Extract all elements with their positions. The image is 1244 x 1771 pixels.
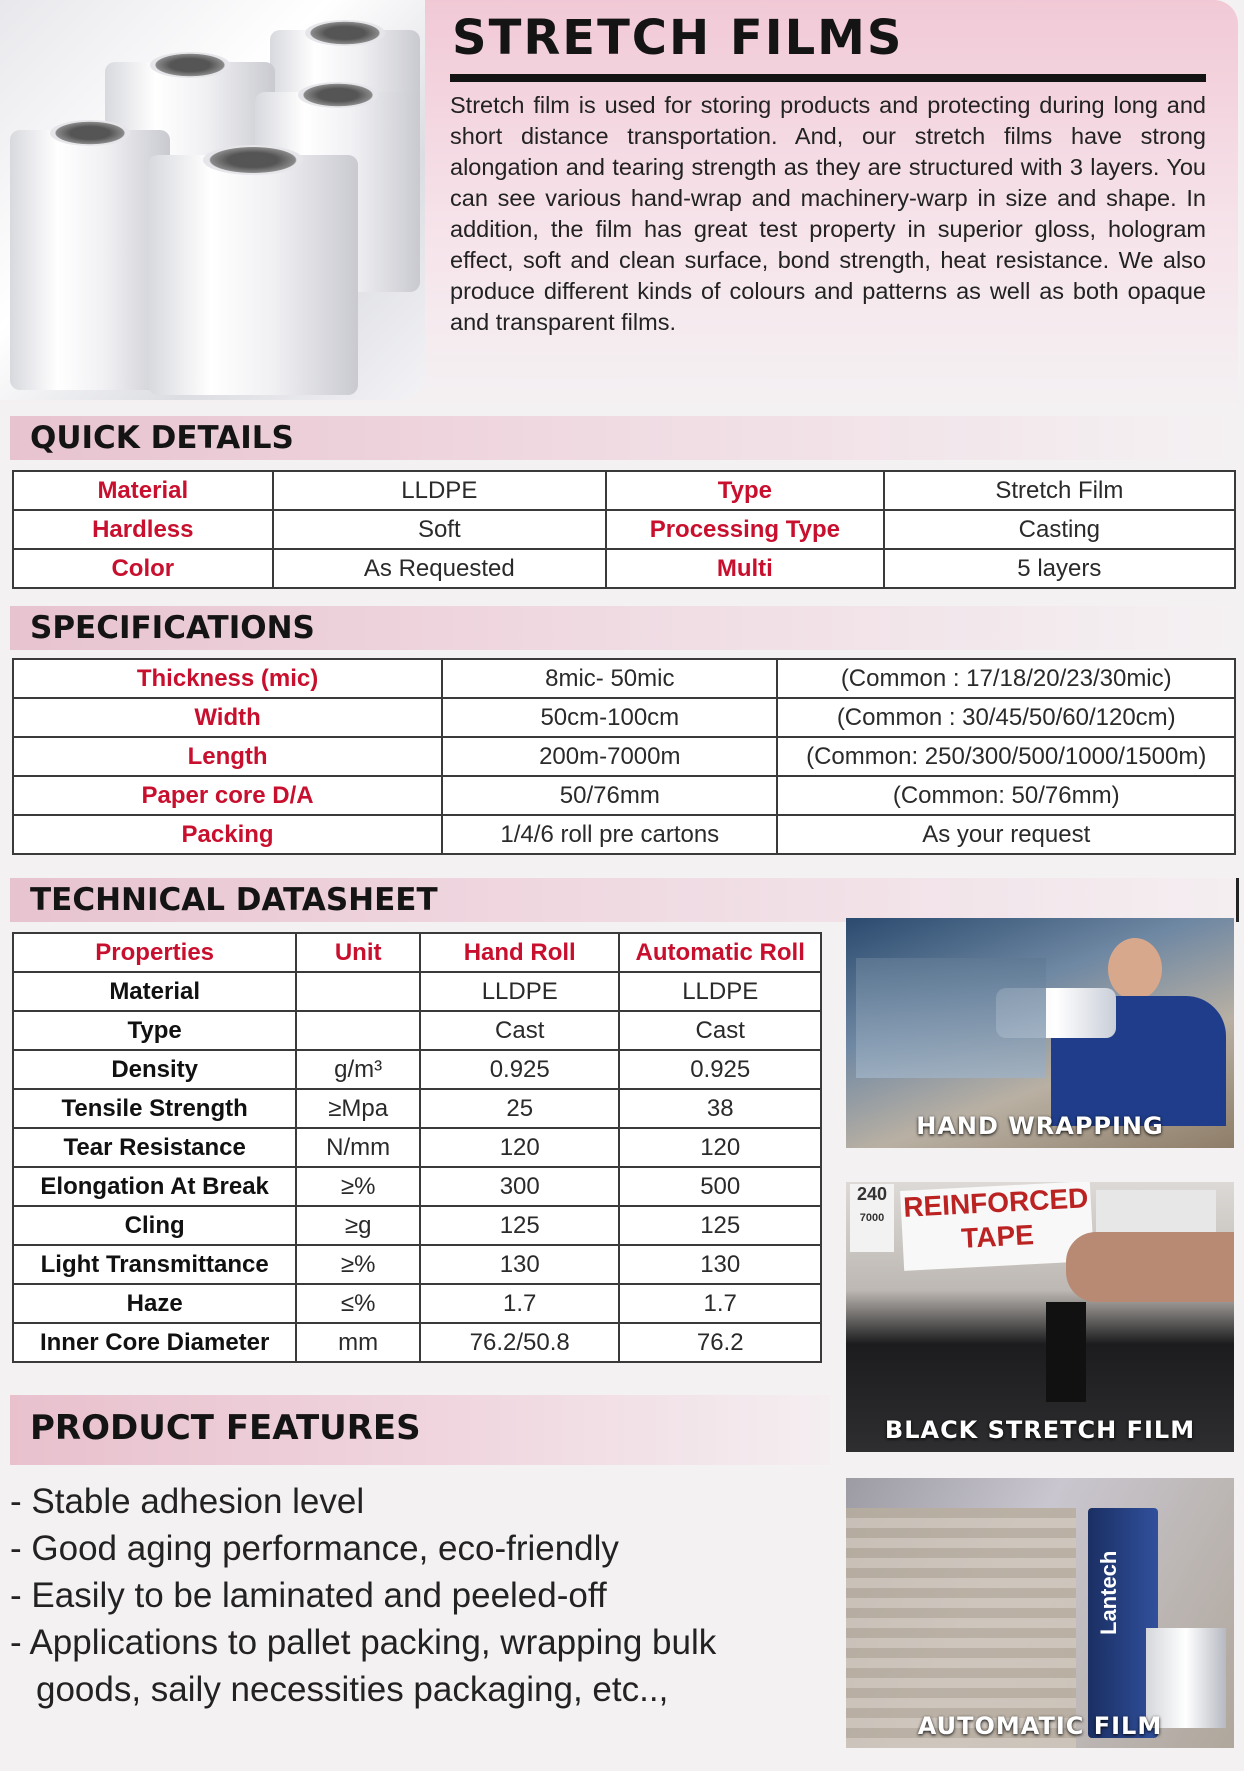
list-item: - Good aging performance, eco-friendly [10,1529,619,1568]
property-unit: ≥g [296,1206,420,1245]
property-name: Tear Resistance [13,1128,296,1167]
qd-label: Hardless [13,510,273,549]
automatic-roll-value: Cast [619,1011,821,1050]
hand-roll-value: 1.7 [420,1284,619,1323]
property-unit: ≤% [296,1284,420,1323]
col-header-automatic-roll: Automatic Roll [619,933,821,972]
spec-range: 1/4/6 roll pre cartons [442,815,777,854]
property-unit: ≥% [296,1245,420,1284]
hand-roll-value: 0.925 [420,1050,619,1089]
automatic-roll-value: 120 [619,1128,821,1167]
col-header-unit: Unit [296,933,420,972]
automatic-roll-value: 76.2 [619,1323,821,1362]
property-unit [296,972,420,1011]
table-row [13,659,1235,698]
qd-value: As Requested [273,549,606,588]
spec-range: 200m-7000m [442,737,777,776]
technical-datasheet-heading: TECHNICAL DATASHEET [30,882,438,918]
specifications-heading: SPECIFICATIONS [30,610,315,646]
property-name: Type [13,1011,296,1050]
features-list [10,1478,830,1713]
table-row [13,698,1235,737]
property-unit [296,1011,420,1050]
product-features-band [10,1395,830,1465]
worker-head [1108,938,1162,1000]
spec-label: Thickness (mic) [13,659,442,698]
property-name: Light Transmittance [13,1245,296,1284]
title-rule [450,74,1206,82]
table-row [13,1089,821,1128]
spec-common: (Common : 30/45/50/60/120cm) [777,698,1235,737]
automatic-roll-value: 500 [619,1167,821,1206]
hand-roll-value: LLDPE [420,972,619,1011]
automatic-roll-value: 38 [619,1089,821,1128]
table-row [13,1206,821,1245]
property-name: Material [13,972,296,1011]
hand-roll-value: 130 [420,1245,619,1284]
spec-range: 8mic- 50mic [442,659,777,698]
table-row [13,1245,821,1284]
table-row [13,776,1235,815]
qd-label: Material [13,471,273,510]
qd-value: Casting [884,510,1235,549]
product-features-heading: PRODUCT FEATURES [30,1408,421,1448]
spec-label: Packing [13,815,442,854]
quick-details-band [10,416,1236,460]
hand-wrapping-photo [846,918,1234,1148]
reinforced-tape-box: REINFORCED TAPE [900,1182,1094,1271]
property-name: Inner Core Diameter [13,1323,296,1362]
table-row [13,815,1235,854]
black-stretch-film-caption: BLACK STRETCH FILM [884,1416,1196,1444]
specifications-band [10,606,1236,650]
intro-paragraph: Stretch film is used for storing products and protecting during long and short distance transportation. And, our stretch films have strong alongation and tearing strength as they are structured with 3 layers. You can see various hand-wrap and machinery-warp in size and shape. In addition, the film has great test property in superior gloss, hologram effect, soft and clean surface, bond strength, heat resistance. We also produce different kinds of colours and patterns as well as both opaque and transparent films. [450,92,1206,335]
technical-datasheet-table [12,932,822,1363]
black-film-roll [1046,1302,1086,1402]
qd-label: Multi [606,549,884,588]
spec-common: (Common : 17/18/20/23/30mic) [777,659,1235,698]
qd-value: Soft [273,510,606,549]
table-row [13,549,1235,588]
spec-label: Width [13,698,442,737]
hand-roll-value: 25 [420,1089,619,1128]
stretch-film-rolls-image [0,0,425,400]
property-unit: ≥Mpa [296,1089,420,1128]
spec-common: (Common: 50/76mm) [777,776,1235,815]
automatic-roll-value: 130 [619,1245,821,1284]
lantech-logo: Lantech [1096,1550,1121,1636]
spec-common: As your request [777,815,1235,854]
automatic-roll-value: 0.925 [619,1050,821,1089]
property-unit: N/mm [296,1128,420,1167]
table-row [13,1050,821,1089]
property-unit: mm [296,1323,420,1362]
table-row [13,972,821,1011]
tape-code: 240 [856,1184,888,1204]
table-row [13,1284,821,1323]
qd-value: Stretch Film [884,471,1235,510]
table-row [13,510,1235,549]
property-name: Elongation At Break [13,1167,296,1206]
specifications-table [12,658,1236,855]
automatic-film-photo [846,1478,1234,1748]
hand-roll-value: 120 [420,1128,619,1167]
qd-label: Type [606,471,884,510]
hand-roll-value: 300 [420,1167,619,1206]
qd-label: Color [13,549,273,588]
table-header-row [13,933,821,972]
table-row [13,1167,821,1206]
list-item: - Applications to pallet packing, wrapping bulk goods, saily necessities packaging, etc.., [10,1623,717,1709]
page-title: STRETCH FILMS [452,10,904,66]
spec-common: (Common: 250/300/500/1000/1500m) [777,737,1235,776]
spec-range: 50/76mm [442,776,777,815]
automatic-roll-value: 1.7 [619,1284,821,1323]
table-row [13,1323,821,1362]
col-header-hand-roll: Hand Roll [420,933,619,972]
hand-roll-value: 76.2/50.8 [420,1323,619,1362]
spec-label: Length [13,737,442,776]
wrapped-pallet [856,958,1046,1078]
property-name: Cling [13,1206,296,1245]
property-unit: ≥% [296,1167,420,1206]
property-unit: g/m³ [296,1050,420,1089]
technical-datasheet-band [10,878,1239,922]
quick-details-table [12,470,1236,589]
tape-length: 7000 [859,1212,885,1224]
table-row [13,737,1235,776]
list-item: - Stable adhesion level [10,1482,365,1521]
qd-value: 5 layers [884,549,1235,588]
automatic-film-caption: AUTOMATIC FILM [917,1712,1163,1740]
worker-arm [1066,1232,1234,1302]
hand-roll-value: 125 [420,1206,619,1245]
list-item: - Easily to be laminated and peeled-off [10,1576,607,1615]
qd-label: Processing Type [606,510,884,549]
property-name: Haze [13,1284,296,1323]
black-stretch-film-photo [846,1182,1234,1452]
hand-roll-value: Cast [420,1011,619,1050]
tape-box-label [850,1184,894,1252]
quick-details-heading: QUICK DETAILS [30,420,294,456]
hand-wrapping-caption: HAND WRAPPING [916,1112,1164,1140]
spec-range: 50cm-100cm [442,698,777,737]
table-row [13,471,1235,510]
automatic-roll-value: LLDPE [619,972,821,1011]
property-name: Tensile Strength [13,1089,296,1128]
spec-label: Paper core D/A [13,776,442,815]
property-name: Density [13,1050,296,1089]
table-row [13,1128,821,1167]
automatic-roll-value: 125 [619,1206,821,1245]
col-header-properties: Properties [13,933,296,972]
qd-value: LLDPE [273,471,606,510]
table-row [13,1011,821,1050]
